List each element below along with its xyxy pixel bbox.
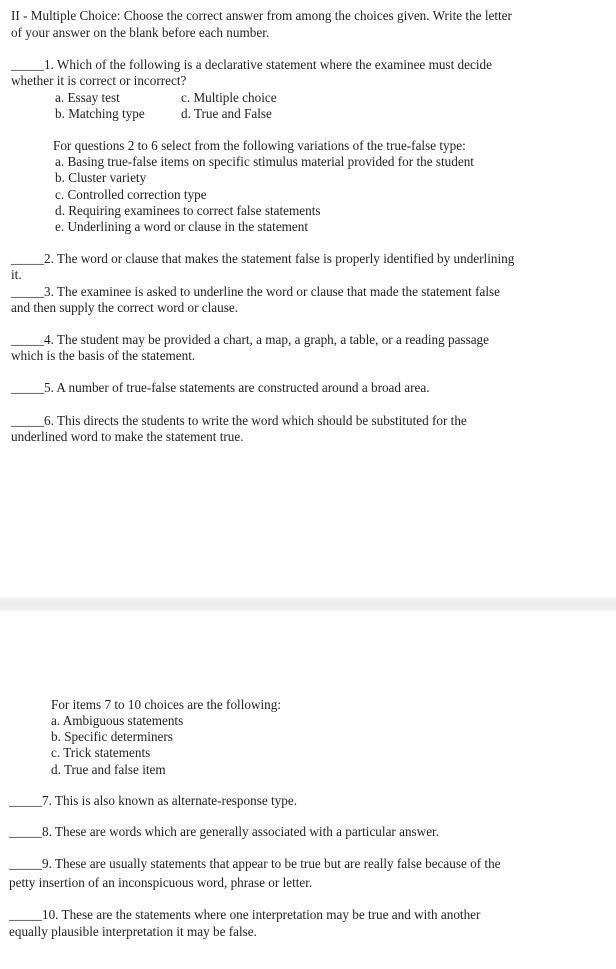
question-5-line-1: _____5. A number of true-false statements are constructed around a broad area.	[11, 380, 430, 395]
group-1-choice-a: a. Basing true-false items on specific stimulus material provided for the student	[55, 154, 474, 169]
question-9-line-2: petty insertion of an inconspicuous word, phrase or letter.	[9, 875, 313, 890]
group-2-choice-a: a. Ambiguous statements	[51, 713, 184, 728]
question-1-option-d: d. True and False	[181, 106, 272, 121]
question-3-line-2: and then supply the correct word or clause.	[11, 300, 239, 315]
question-6-line-2: underlined word to make the statement true.	[11, 429, 244, 444]
question-2-line-1: _____2. The word or clause that makes the statement false is properly identified by underlining	[11, 251, 515, 266]
question-1-line-1: _____1. Which of the following is a declarative statement where the examinee must decide	[11, 57, 492, 72]
group-2-choice-c: c. Trick statements	[51, 745, 151, 760]
question-7-line-1: _____7. This is also known as alternate-response type.	[9, 793, 297, 808]
question-9-line-1: _____9. These are usually statements that appear to be true but are really false because of the	[9, 856, 501, 871]
question-1-option-b: b. Matching type	[55, 106, 145, 121]
page-separator	[0, 597, 616, 611]
group-2-intro: For items 7 to 10 choices are the following:	[51, 697, 282, 712]
group-1-choice-c: c. Controlled correction type	[55, 187, 207, 202]
question-2-line-2: it.	[11, 267, 22, 282]
page-two	[0, 611, 616, 969]
question-10-line-2: equally plausible interpretation it may be false.	[9, 924, 257, 939]
question-1-line-2: whether it is correct or incorrect?	[11, 73, 187, 88]
question-1-option-a: a. Essay test	[55, 90, 120, 105]
question-1-option-c: c. Multiple choice	[181, 90, 277, 105]
group-1-choice-d: d. Requiring examinees to correct false statements	[55, 203, 321, 218]
group-1-choice-e: e. Underlining a word or clause in the statement	[55, 219, 309, 234]
group-2-choice-d: d. True and false item	[51, 762, 166, 777]
question-3-line-1: _____3. The examinee is asked to underline the word or clause that made the statement false	[11, 284, 500, 299]
question-10-line-1: _____10. These are the statements where one interpretation may be true and with another	[9, 907, 481, 922]
group-1-choice-b: b. Cluster variety	[55, 170, 147, 185]
question-4-line-2: which is the basis of the statement.	[11, 348, 196, 363]
instructions-line-2: of your answer on the blank before each number.	[11, 25, 270, 40]
instructions-line-1: II - Multiple Choice: Choose the correct answer from among the choices given. Write the letter	[11, 8, 512, 23]
question-4-line-1: _____4. The student may be provided a chart, a map, a graph, a table, or a reading passage	[11, 332, 490, 347]
group-2-choice-b: b. Specific determiners	[51, 729, 173, 744]
group-1-intro: For questions 2 to 6 select from the following variations of the true-false type:	[53, 138, 466, 153]
question-8-line-1: _____8. These are words which are generally associated with a particular answer.	[9, 824, 440, 839]
question-6-line-1: _____6. This directs the students to write the word which should be substituted for the	[11, 413, 467, 428]
